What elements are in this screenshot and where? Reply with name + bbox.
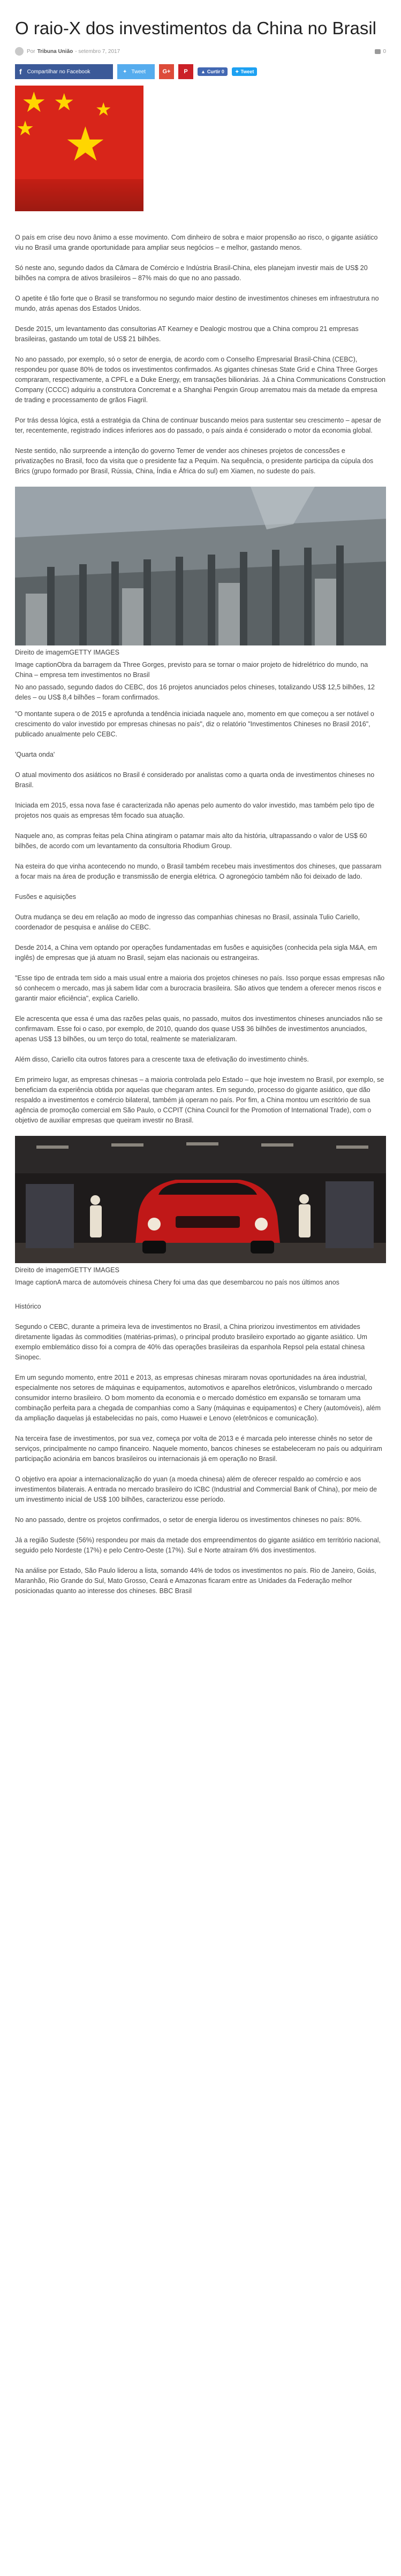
paragraph: O atual movimento dos asiáticos no Brasil é considerado por analistas como a quarta onda de investimentos chineses no Brasil. <box>15 771 375 789</box>
like-thumb-icon: ▲ <box>201 69 206 74</box>
figure-dam-credit: Direito de imagemGETTY IMAGES <box>15 649 119 656</box>
paragraph: O apetite é tão forte que o Brasil se transformou no segundo maior destino de investimentos chineses em infraestrutura no mundo, atrás apenas dos Estados Unidos. <box>15 295 379 312</box>
twitter-bird-icon: ✦ <box>234 68 239 74</box>
tweet-mini-label: Tweet <box>240 69 254 74</box>
article-title: O raio-X dos investimentos da China no Brasil <box>15 18 376 38</box>
paragraph: Além disso, Cariello cita outros fatores para a crescente taxa de efetivação do investimento chinês. <box>15 1056 309 1063</box>
paragraph: "O montante supera o de 2015 e aprofunda a tendência iniciada naquele ano, momento em que começou a ser notável o crescimento do valor investido por empresas chinesas no país", diz o relatório "Investimentos Chineses no Brasil 2016", publicado anualmente pelo CEBC. <box>15 710 374 738</box>
paragraph: Outra mudança se deu em relação ao modo de ingresso das companhias chinesas no Brasil, assinala Tulio Cariello, coordenador de pesquisa e análise do CEBC. <box>15 913 360 931</box>
article-body <box>15 233 386 1596</box>
author-name[interactable]: Tribuna Uniăo <box>37 48 73 55</box>
section-intro <box>15 233 386 476</box>
paragraph: Segundo o CEBC, durante a primeira leva de investimentos no Brasil, a China priorizou investimentos em atividades diretamente ligadas às commodities (matérias-primas), o principal produto brasileiro exportado ao gigante asiático. Um exemplo emblemático disso foi a compra de 40% das operações brasileiras da espanhola Repsol pela estatal chinesa Sinopec. <box>15 1323 367 1361</box>
figure-dam-caption-cont: No ano passado, segundo dados do CEBC, dos 16 projetos anunciados pelos chineses, totalizando US$ 12,5 bilhões, 12 deles – ou US$ 8,4 bilhões – foram confirmados. <box>15 683 375 701</box>
comment-count-value: 0 <box>383 48 386 55</box>
figure-dam <box>15 487 386 703</box>
hero-image-china-flag <box>15 86 143 211</box>
paragraph: O objetivo era apoiar a internacionalização do yuan (a moeda chinesa) além de oferecer respaldo ao comércio e aos investimentos bilaterais. A entrada no mercado brasileiro do ICBC (Industrial and Commercial Bank of China), por meio de um investimento inicial de US$ 100 bilhões, caracterizou esse período. <box>15 1475 377 1503</box>
car-factory-illustration <box>15 1136 386 1263</box>
paragraph: Ele acrescenta que essa é uma das razões pelas quais, no passado, muitos dos investimentos chineses anunciados não se confirmavam. Esse foi o caso, por exemplo, de 2010, quando dos quase US$ 36 bilhões de investimentos anunciados, apenas US$ 13 bilhões, ou um terço do total, realmente se materializaram. <box>15 1015 383 1043</box>
section-heading-fusoes: Fusões e aquisições <box>15 893 76 901</box>
section-quarta-onda <box>15 770 386 882</box>
comment-count[interactable] <box>375 49 386 55</box>
facebook-icon: f <box>19 67 22 76</box>
share-bar <box>15 64 386 79</box>
paragraph: No ano passado, dentre os projetos confirmados, o setor de energia liderou os investimentos chineses no país: 80%. <box>15 1516 362 1524</box>
flag-big-star-icon: ★ <box>64 118 107 171</box>
paragraph: Na esteira do que vinha acontecendo no mundo, o Brasil também recebeu mais investimentos dos chineses, que passaram a focar mais na área de produção e transmissão de energia elétrica. O agronegócio também não foi deixado de lado. <box>15 863 382 880</box>
hero-image-lower <box>15 179 143 211</box>
section-report <box>15 709 386 740</box>
publish-date: - setembro 7, 2017 <box>75 48 120 55</box>
section-historico <box>15 1322 386 1596</box>
article-meta <box>15 47 386 56</box>
paragraph: Já a região Sudeste (56%) respondeu por mais da metade dos empreendimentos do gigante asiático em território nacional, seguido pelo Nordeste (17%) e pelo Centro-Oeste (17%). Sul e Norte atraíram 6% dos investimentos. <box>15 1536 381 1554</box>
paragraph: Desde 2015, um levantamento das consultorias AT Kearney e Dealogic mostrou que a China comprou 21 empresas brasileiras, gastando um total de US$ 21 bilhões. <box>15 325 359 343</box>
figure-dam-caption: Image captionObra da barragem da Three Gorges, previsto para se tornar o maior projeto de hidrelétrico do mundo, na China – empresa tem investimentos no Brasil <box>15 661 368 679</box>
flag-small-star-icon: ★ <box>54 89 75 116</box>
figure-chery-caption: Image captionA marca de automóveis chinesa Chery foi uma das que desembarcou no país nos últimos anos <box>15 1279 339 1286</box>
paragraph: No ano passado, por exemplo, só o setor de energia, de acordo com o Conselho Empresarial Brasil-China (CEBC), respondeu por quase 80% de todos os investimentos confirmados. As gigantes chinesas State Grid e China Three Gorges compraram, respectivamente, a CPFL e a Duke Energy, em transações bilionárias. Já a China Communications Construction Company (CCCC) adquiriu a construtora Concremat e a Shanghai Pengxin Group arrematou mais da metade da empresa de trading e processamento de grãos Fiagril. <box>15 356 385 404</box>
twitter-icon: ✦ <box>123 68 127 75</box>
paragraph: Iniciada em 2015, essa nova fase é caracterizada não apenas pelo aumento do valor investido, mas também pelo tipo de projetos nos quais as empresas têm focado sua atuação. <box>15 802 375 819</box>
share-twitter-button[interactable] <box>117 64 155 79</box>
share-facebook-label: Compartilhar no Facebook <box>27 68 90 75</box>
paragraph: Só neste ano, segundo dados da Câmara de Comércio e Indústria Brasil-China, eles planejam investir mais de US$ 20 bilhões na compra de ativos brasileiros – 87% mais do que no ano passado. <box>15 264 368 282</box>
paragraph: Em um segundo momento, entre 2011 e 2013, as empresas chinesas miraram novas oportunidades na área industrial, especialmente nos setores de máquinas e equipamentos, automotivos e aparelhos eletrônicos, vislumbrando o mercado consumidor interno brasileiro. O bom momento da economia e o mercado doméstico em expansão se tornaram uma combinação perfeita para a chegada de companhias como a Sany (máquinas e equipamentos) e Chery (automóveis), além da ampliação daquelas já estabelecidas no país, como Huawei e Lenovo (eletrônicos e comunicação). <box>15 1374 381 1422</box>
author-avatar <box>15 47 24 56</box>
share-google-plus-button[interactable]: G+ <box>159 64 174 79</box>
chery-photo <box>15 1136 386 1263</box>
paragraph: "Esse tipo de entrada tem sido a mais usual entre a maioria dos projetos chineses no país. Isso porque essas empresas não só conhecem o mercado, mas já sabem lidar com a burocracia brasileira. São ativos que tendem a oferecer menos riscos e garantir maior eficiência", explica Cariello. <box>15 974 385 1002</box>
like-label: Curtir 0 <box>207 69 224 74</box>
share-facebook-button[interactable] <box>15 64 113 79</box>
flag-small-star-icon: ★ <box>21 87 47 118</box>
dam-photo <box>15 487 386 645</box>
share-twitter-label: Tweet <box>131 68 146 75</box>
figure-chery-credit: Direito de imagemGETTY IMAGES <box>15 1266 119 1274</box>
paragraph: Por trás dessa lógica, está a estratégia da China de continuar buscando meios para sustentar seu crescimento – apesar de ter, recentemente, registrado índices inferiores aos do passado, o país ainda é considerado o motor da economia global. <box>15 417 381 434</box>
flag-small-star-icon: ★ <box>95 99 112 120</box>
section-heading-quarta-onda: 'Quarta onda' <box>15 751 55 758</box>
paragraph: Na terceira fase de investimentos, por sua vez, começa por volta de 2013 e é marcada pelo interesse chinês no setor de serviços, principalmente no campo financeiro. Naquele momento, bancos chineses se estabeleceram no país ou adquiriram participação acionária em bancos brasileiros ou internacionais já em operação no Brasil. <box>15 1435 382 1463</box>
paragraph: O país em crise deu novo ânimo a esse movimento. Com dinheiro de sobra e maior propensão ao risco, o gigante asiático viu no Brasil uma grande oportunidade para ampliar seus negócios – e melhor, gastando menos. <box>15 234 378 251</box>
byline-prefix: Por <box>27 48 35 55</box>
facebook-like-button[interactable] <box>198 67 228 76</box>
paragraph: Desde 2014, a China vem optando por operações fundamentadas em fusões e aquisições (conhecida pela sigla M&A, em inglês) de empresas que já atuam no Brasil, sejam elas nacionais ou estrangeiras. <box>15 944 377 962</box>
paragraph: Neste sentido, não surpreende a intenção do governo Temer de vender aos chineses projetos de concessões e privatizações no Brasil, foco da visita que o presidente faz a Pequim. Na sequência, o presidente participa da cúpula dos Brics (grupo formado por Brasil, Rússia, China, Índia e África do sul) em Xiamen, no sudeste do país. <box>15 447 374 475</box>
paragraph: Em primeiro lugar, as empresas chinesas – a maioria controlada pelo Estado – que hoje investem no Brasil, por exemplo, se beneficiam da experiência obtida por aquelas que chegaram antes. Em segundo, processo do gigante asiático, que dão respaldo a investimentos e comércio bilateral, também já operam no país. Por fim, a China montou um escritório de sua agência de promoção comercial em São Paulo, o CCPIT (China Council for the Promotion of International Trade), com o objetivo de auxiliar empresas que queiram investir no Brasil. <box>15 1076 384 1124</box>
paragraph: Naquele ano, as compras feitas pela China atingiram o patamar mais alto da história, ultrapassando o valor de US$ 60 bilhões, de acordo com um levantamento da consultoria Rhodium Group. <box>15 832 367 850</box>
comment-icon <box>375 49 381 54</box>
tweet-mini-button[interactable] <box>232 67 257 76</box>
section-heading-historico: Histórico <box>15 1303 41 1310</box>
share-pinterest-button[interactable]: P <box>178 64 193 79</box>
dam-illustration <box>15 487 386 645</box>
section-fusoes <box>15 912 386 1126</box>
flag-small-star-icon: ★ <box>16 118 35 140</box>
paragraph: Na análise por Estado, São Paulo liderou a lista, somando 44% de todos os investimentos no país. Rio de Janeiro, Goiás, Maranhão, Rio Grande do Sul, Mato Grosso, Ceará e Amazonas ficaram entre as Unidades da Federação melhor posicionadas quanto ao interesse dos chineses. BBC Brasil <box>15 1567 376 1595</box>
figure-chery <box>15 1136 386 1288</box>
